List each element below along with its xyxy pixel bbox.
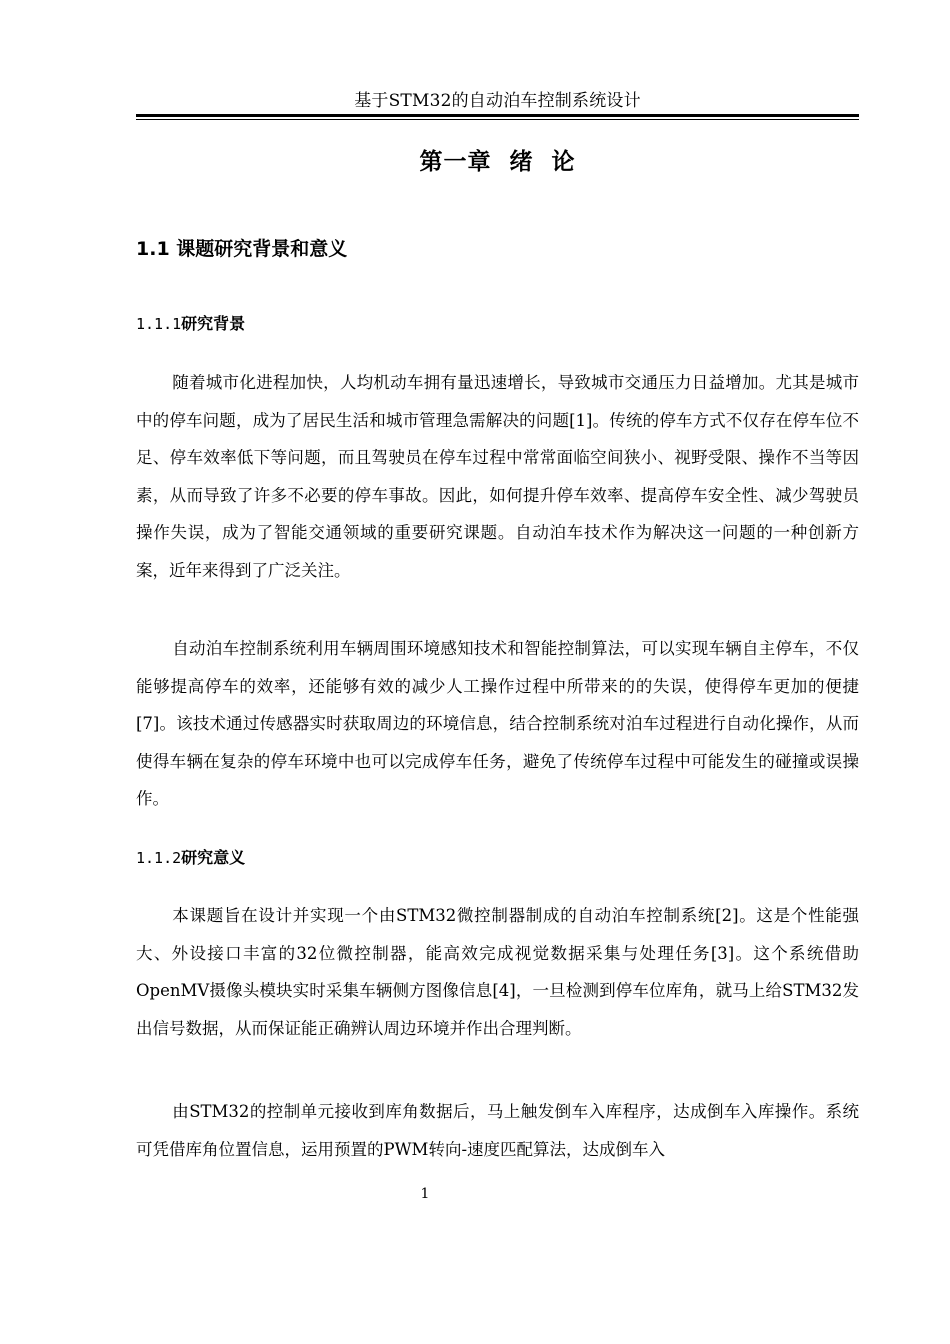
section-heading: 1.1 课题研究背景和意义 xyxy=(136,238,348,260)
paragraph-background-1: 随着城市化进程加快，人均机动车拥有量迅速增长，导致城市交通压力日益增加。尤其是城市中的停车问题，成为了居民生活和城市管理急需解决的问题[1]。传统的停车方式不仅存在停车位不足、停车效率低下等问题，而且驾驶员在停车过程中常常面临空间狭小、视野受限、操作不当等因素，从而导致了许多不必要的停车事故。因此，如何提升停车效率、提高停车安全性、减少驾驶员操作失误，成为了智能交通领域的重要研究课题。自动泊车技术作为解决这一问题的一种创新方案，近年来得到了广泛关注。 xyxy=(136,373,859,580)
header-rule-thick xyxy=(136,114,859,117)
paragraph-background-2: 自动泊车控制系统利用车辆周围环境感知技术和智能控制算法，可以实现车辆自主停车，不仅能够提高停车的效率，还能够有效的减少人工操作过程中所带来的的失误，使得停车更加的便捷[7]。该技术通过传感器实时获取周边的环境信息，结合控制系统对泊车过程进行自动化操作，从而使得车辆在复杂的停车环境中也可以完成停车任务，避免了传统停车过程中可能发生的碰撞或误操作。 xyxy=(136,639,859,808)
running-header-title: 基于STM32的自动泊车控制系统设计 xyxy=(354,91,641,111)
paragraph-significance-2: 由STM32的控制单元接收到库角数据后，马上触发倒车入库程序，达成倒车入库操作。系统可凭借库角位置信息，运用预置的PWM转向-速度匹配算法，达成倒车入 xyxy=(136,1102,859,1159)
subsection-title: 研究背景 xyxy=(181,314,246,333)
page-number: 1 xyxy=(420,1186,430,1202)
subsection-heading-significance xyxy=(136,845,245,871)
header-rule-thin xyxy=(136,119,859,120)
subsection-heading-background xyxy=(136,311,245,337)
chapter-title: 第一章 绪 论 xyxy=(419,149,576,175)
subsection-number: 1.1.2 xyxy=(136,849,182,867)
subsection-title: 研究意义 xyxy=(181,848,246,867)
paragraph-significance-1: 本课题旨在设计并实现一个由STM32微控制器制成的自动泊车控制系统[2]。这是个性能强大、外设接口丰富的32位微控制器，能高效完成视觉数据采集与处理任务[3]。这个系统借助OpenMV摄像头模块实时采集车辆侧方图像信息[4]，一旦检测到停车位库角，就马上给STM32发出信号数据，从而保证能正确辨认周边环境并作出合理判断。 xyxy=(136,906,859,1038)
subsection-number: 1.1.1 xyxy=(136,315,182,333)
